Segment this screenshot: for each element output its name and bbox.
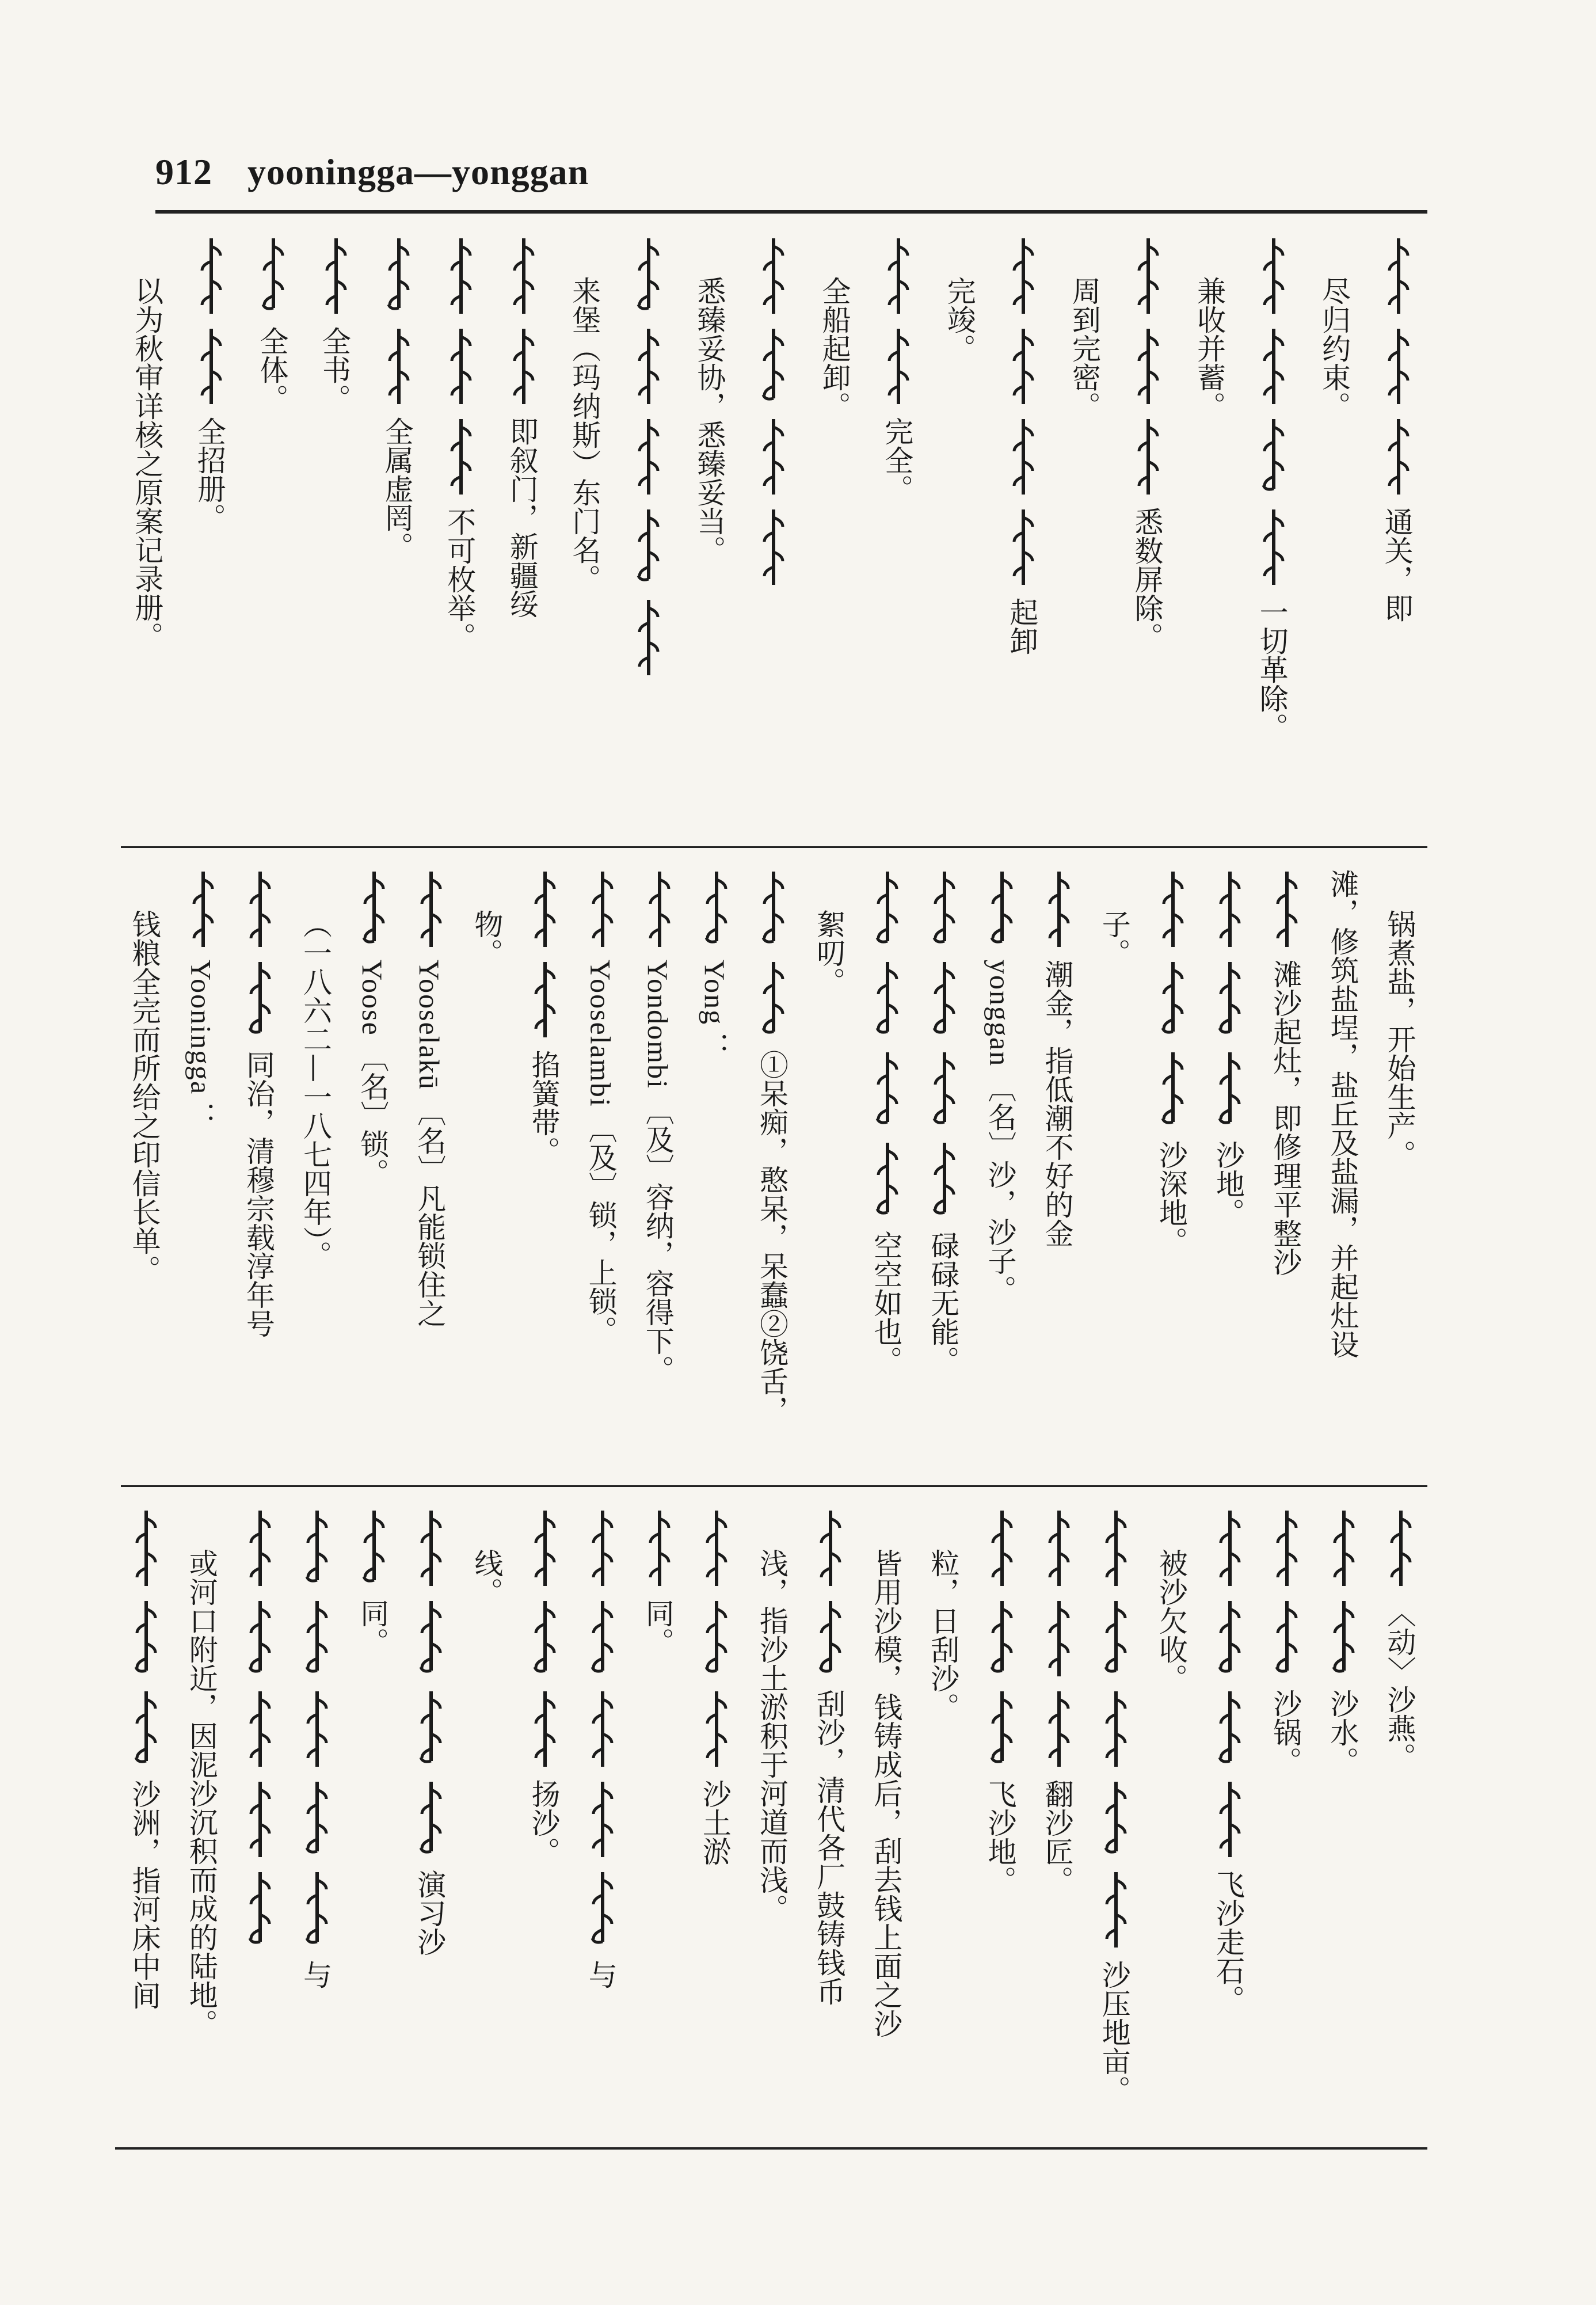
mongolian-word-glyph bbox=[1330, 1599, 1357, 1676]
entry-column bbox=[692, 236, 726, 564]
entry-column bbox=[869, 869, 903, 1375]
entry-column bbox=[1154, 1508, 1188, 1692]
entry-column bbox=[130, 236, 164, 651]
entry-column bbox=[1005, 236, 1039, 655]
mongolian-word-glyph bbox=[1010, 507, 1036, 585]
definition-text: 被沙欠收。 bbox=[1154, 1549, 1188, 1692]
entry-column bbox=[356, 869, 390, 1187]
definition-text: 尽归约束。 bbox=[1317, 276, 1351, 420]
entry-column bbox=[812, 869, 846, 996]
mongolian-word-glyph bbox=[1216, 869, 1243, 947]
romanized-headword: Yondombi bbox=[641, 960, 674, 1089]
mongolian-word-glyph bbox=[246, 960, 273, 1037]
entry-column bbox=[1325, 1508, 1359, 1775]
mongolian-word-glyph bbox=[1159, 960, 1186, 1037]
definition-text: 〔及〕锁，上锁。 bbox=[584, 1114, 618, 1345]
definition-text: 沙压地亩。 bbox=[1097, 1960, 1131, 2104]
entry-column bbox=[1214, 1508, 1243, 2014]
entry-column bbox=[241, 869, 275, 1338]
mongolian-word-glyph bbox=[760, 236, 786, 314]
entry-column bbox=[1130, 236, 1164, 651]
mongolian-word-glyph bbox=[1387, 1508, 1414, 1586]
entry-column bbox=[1255, 236, 1289, 741]
mongolian-word-glyph bbox=[874, 869, 900, 947]
page-number: 912 bbox=[155, 151, 212, 192]
mongolian-word-glyph bbox=[1216, 1508, 1243, 1586]
mongolian-word-glyph bbox=[1330, 1508, 1357, 1586]
mongolian-word-glyph bbox=[246, 1779, 273, 1857]
entry-column bbox=[527, 1508, 561, 1866]
mongolian-word-glyph bbox=[1385, 417, 1411, 495]
romanized-headword: yonggan bbox=[984, 960, 1016, 1067]
definition-text: 滩沙起灶，即修理平整沙 bbox=[1269, 960, 1302, 1276]
mongolian-word-glyph bbox=[760, 326, 786, 404]
mongolian-word-glyph bbox=[132, 1508, 159, 1586]
entry-column bbox=[567, 236, 601, 593]
entry-column bbox=[184, 1508, 218, 2038]
definition-text: 全书。 bbox=[318, 326, 351, 413]
definition-text: 线。 bbox=[470, 1549, 504, 1606]
mongolian-word-glyph bbox=[635, 326, 661, 404]
entry-column bbox=[527, 869, 561, 1165]
entry-column bbox=[1040, 1508, 1074, 1895]
mongolian-word-glyph bbox=[303, 1689, 330, 1767]
mongolian-word-glyph bbox=[885, 326, 911, 404]
definition-text: 起卸 bbox=[1005, 598, 1039, 655]
mongolian-word-glyph bbox=[1273, 869, 1300, 947]
entry-column bbox=[244, 1508, 273, 1960]
section-divider-2 bbox=[121, 1485, 1427, 1487]
mongolian-word-glyph bbox=[510, 326, 536, 404]
mongolian-word-glyph bbox=[246, 1870, 273, 1948]
mongolian-word-glyph bbox=[646, 869, 672, 947]
entry-column bbox=[298, 869, 332, 1269]
mongolian-word-glyph bbox=[635, 507, 661, 585]
mongolian-word-glyph bbox=[1134, 236, 1161, 314]
definition-text: ①呆痴，憨呆，呆蠢②饶舌， bbox=[755, 1050, 789, 1424]
mongolian-word-glyph bbox=[589, 869, 615, 947]
definition-text: 〔名〕凡能锁住之 bbox=[413, 1097, 447, 1328]
definition-text: 一切革除。 bbox=[1255, 598, 1289, 741]
definition-text: 掐簧带。 bbox=[527, 1050, 561, 1165]
definition-text: 沙土淤 bbox=[698, 1779, 732, 1866]
mongolian-word-glyph bbox=[760, 507, 786, 585]
definition-text: 翻沙匠。 bbox=[1040, 1779, 1074, 1895]
definition-text: 全招册。 bbox=[192, 417, 226, 532]
mongolian-word-glyph bbox=[1045, 869, 1072, 947]
entry-column bbox=[320, 236, 349, 413]
definition-text: 〔名〕沙，沙子。 bbox=[983, 1074, 1017, 1304]
mongolian-word-glyph bbox=[132, 1599, 159, 1676]
mongolian-word-glyph bbox=[646, 1508, 672, 1586]
entry-column bbox=[356, 1508, 390, 1656]
definition-text: 沙地。 bbox=[1212, 1140, 1245, 1227]
definition-text: 沙锅。 bbox=[1269, 1689, 1302, 1775]
mongolian-word-glyph bbox=[1385, 236, 1411, 314]
entry-column bbox=[1154, 869, 1188, 1256]
definition-text: （一八六二—一八七四年）。 bbox=[298, 910, 332, 1269]
mongolian-word-glyph bbox=[1134, 417, 1161, 495]
mongolian-word-glyph bbox=[589, 1599, 615, 1676]
mongolian-word-glyph bbox=[703, 1508, 729, 1586]
entry-column bbox=[983, 1508, 1017, 1895]
mongolian-word-glyph bbox=[1045, 1689, 1072, 1767]
mongolian-word-glyph bbox=[303, 1508, 330, 1586]
mongolian-word-glyph bbox=[260, 236, 286, 314]
entry-column bbox=[926, 1508, 960, 1721]
entry-column bbox=[413, 1508, 447, 1956]
mongolian-word-glyph bbox=[635, 417, 661, 495]
entry-column bbox=[470, 869, 504, 967]
section-top bbox=[115, 236, 1427, 835]
definition-text: 通关，即 bbox=[1380, 507, 1414, 622]
mongolian-word-glyph bbox=[1260, 507, 1286, 585]
definition-text: 飞沙地。 bbox=[983, 1779, 1017, 1895]
mongolian-word-glyph bbox=[589, 1779, 615, 1857]
definition-text: 以为秋审详核之原案记录册。 bbox=[130, 276, 164, 651]
mongolian-word-glyph bbox=[1102, 1779, 1129, 1857]
mongolian-word-glyph bbox=[322, 236, 349, 314]
definition-text: 同治，清穆宗载淳年号 bbox=[241, 1050, 275, 1338]
mongolian-word-glyph bbox=[1260, 417, 1286, 495]
mongolian-word-glyph bbox=[589, 1870, 615, 1948]
entry-column bbox=[1382, 1508, 1416, 1771]
definition-text: 完全。 bbox=[880, 417, 914, 503]
mongolian-word-glyph bbox=[1216, 1599, 1243, 1676]
mongolian-word-glyph bbox=[931, 1050, 957, 1128]
mongolian-word-glyph bbox=[703, 1689, 729, 1767]
definition-text: 沙深地。 bbox=[1154, 1140, 1188, 1256]
entry-column bbox=[1271, 1508, 1300, 1775]
definition-text: 碌碌无能。 bbox=[926, 1231, 960, 1375]
mongolian-word-glyph bbox=[1010, 236, 1036, 314]
entry-column bbox=[757, 236, 786, 598]
definition-text: 浅，指沙土淤积于河道而浅。 bbox=[755, 1549, 789, 1923]
entry-column bbox=[755, 1508, 789, 1923]
entry-column bbox=[413, 869, 447, 1328]
entry-column bbox=[698, 869, 732, 1062]
mongolian-word-glyph bbox=[1045, 1508, 1072, 1586]
entry-column bbox=[1214, 869, 1243, 1227]
mongolian-word-glyph bbox=[531, 960, 558, 1037]
entry-column bbox=[1097, 869, 1131, 967]
definition-text: 与 bbox=[584, 1960, 618, 1989]
romanized-headword: Yong bbox=[698, 960, 731, 1026]
mongolian-word-glyph bbox=[531, 1508, 558, 1586]
mongolian-word-glyph bbox=[360, 869, 387, 947]
mongolian-word-glyph bbox=[1102, 1870, 1129, 1948]
definition-text: ： bbox=[698, 1032, 732, 1062]
mongolian-word-glyph bbox=[447, 326, 474, 404]
definition-text: 完竣。 bbox=[942, 276, 976, 363]
mongolian-word-glyph bbox=[874, 1050, 900, 1128]
entry-column bbox=[1382, 869, 1416, 1169]
romanized-headword: Yooselambi bbox=[584, 960, 617, 1108]
entry-column bbox=[127, 869, 161, 1284]
entry-column bbox=[869, 1508, 903, 2038]
definition-text: 全船起卸。 bbox=[817, 276, 851, 420]
entry-column bbox=[298, 1508, 332, 1989]
mongolian-word-glyph bbox=[531, 1599, 558, 1676]
mongolian-word-glyph bbox=[1216, 960, 1243, 1037]
romanized-headword: Yoose bbox=[356, 960, 389, 1036]
definition-text: 沙洲，指河床中间 bbox=[127, 1779, 161, 2010]
mongolian-word-glyph bbox=[885, 236, 911, 314]
mongolian-word-glyph bbox=[447, 417, 474, 495]
entry-column bbox=[1195, 236, 1224, 420]
entry-column bbox=[470, 1508, 504, 1606]
mongolian-word-glyph bbox=[417, 1508, 444, 1586]
definition-text: 全属虚罔。 bbox=[380, 417, 414, 561]
mongolian-word-glyph bbox=[760, 960, 786, 1037]
entry-column bbox=[698, 1508, 732, 1866]
definition-text: 或河口附近，因泥沙沉积而成的陆地。 bbox=[184, 1549, 218, 2038]
entry-column bbox=[443, 236, 477, 651]
entry-column bbox=[942, 236, 976, 363]
entry-column bbox=[633, 236, 661, 688]
section-divider-1 bbox=[121, 846, 1427, 848]
definition-text: 周到完密。 bbox=[1067, 276, 1101, 420]
mongolian-word-glyph bbox=[197, 236, 224, 314]
mongolian-word-glyph bbox=[1010, 326, 1036, 404]
entry-column bbox=[755, 869, 789, 1424]
mongolian-word-glyph bbox=[303, 1599, 330, 1676]
entry-column bbox=[1380, 236, 1414, 622]
header-rule bbox=[155, 210, 1427, 214]
mongolian-word-glyph bbox=[531, 869, 558, 947]
entry-column bbox=[255, 236, 289, 413]
mongolian-word-glyph bbox=[246, 869, 273, 947]
mongolian-word-glyph bbox=[1010, 417, 1036, 495]
mongolian-word-glyph bbox=[874, 960, 900, 1037]
mongolian-word-glyph bbox=[931, 869, 957, 947]
mongolian-word-glyph bbox=[417, 1689, 444, 1767]
mongolian-word-glyph bbox=[817, 1599, 843, 1676]
mongolian-word-glyph bbox=[189, 869, 216, 947]
definition-text: 与 bbox=[298, 1960, 332, 1989]
entry-column bbox=[1097, 1508, 1131, 2104]
definition-text: 兼收并蓄。 bbox=[1193, 276, 1226, 420]
mongolian-word-glyph bbox=[1159, 1050, 1186, 1128]
entry-column bbox=[505, 236, 539, 618]
mongolian-word-glyph bbox=[1134, 326, 1161, 404]
romanized-headword: Yooningga bbox=[185, 960, 218, 1096]
mongolian-word-glyph bbox=[385, 326, 412, 404]
mongolian-word-glyph bbox=[635, 598, 661, 675]
entry-column bbox=[817, 236, 851, 420]
page-header bbox=[155, 151, 589, 193]
mongolian-word-glyph bbox=[1216, 1050, 1243, 1128]
entry-column bbox=[192, 236, 226, 532]
mongolian-word-glyph bbox=[1216, 1689, 1243, 1767]
mongolian-word-glyph bbox=[303, 1870, 330, 1948]
mongolian-word-glyph bbox=[246, 1599, 273, 1676]
definition-text: 〈动〉沙燕。 bbox=[1382, 1599, 1416, 1771]
entry-column bbox=[1317, 236, 1351, 420]
definition-text: 滩，修筑盐埕，盐丘及盐漏，并起灶设 bbox=[1325, 869, 1359, 1359]
mongolian-word-glyph bbox=[1045, 1599, 1072, 1676]
entry-column bbox=[1271, 869, 1300, 1276]
definition-text: 扬沙。 bbox=[527, 1779, 561, 1866]
definition-text: 沙水。 bbox=[1325, 1689, 1359, 1775]
entry-column bbox=[983, 869, 1017, 1304]
mongolian-word-glyph bbox=[817, 1508, 843, 1586]
definition-text: 即叙门，新疆绥 bbox=[505, 417, 539, 618]
entry-column bbox=[812, 1508, 846, 2006]
mongolian-word-glyph bbox=[703, 1599, 729, 1676]
definition-text: 物。 bbox=[470, 910, 504, 967]
mongolian-word-glyph bbox=[1385, 326, 1411, 404]
definition-text: 空空如也。 bbox=[869, 1231, 903, 1375]
definition-text: 刮沙，清代各厂鼓铸钱币 bbox=[812, 1689, 846, 2006]
mongolian-word-glyph bbox=[635, 236, 661, 314]
mongolian-word-glyph bbox=[589, 1508, 615, 1586]
mongolian-word-glyph bbox=[1260, 236, 1286, 314]
mongolian-word-glyph bbox=[1102, 1689, 1129, 1767]
entry-column bbox=[1325, 869, 1359, 1359]
mongolian-word-glyph bbox=[1273, 1599, 1300, 1676]
mongolian-word-glyph bbox=[1216, 1779, 1243, 1857]
mongolian-word-glyph bbox=[760, 417, 786, 495]
definition-text: 钱粮全完而所给之印信长单。 bbox=[127, 910, 161, 1284]
definition-text: 皆用沙模，钱铸成后，刮去钱上面之沙 bbox=[869, 1549, 903, 2038]
section-bottom bbox=[115, 1508, 1427, 2136]
mongolian-word-glyph bbox=[874, 1140, 900, 1218]
entry-column bbox=[641, 1508, 675, 1656]
definition-text: 同。 bbox=[641, 1599, 675, 1656]
mongolian-word-glyph bbox=[197, 326, 224, 404]
definition-text: ： bbox=[184, 1102, 218, 1131]
entry-column bbox=[880, 236, 914, 503]
definition-text: 悉数屏除。 bbox=[1130, 507, 1164, 651]
mongolian-word-glyph bbox=[132, 1689, 159, 1767]
entry-range: yooningga—yonggan bbox=[247, 151, 589, 192]
entry-column bbox=[584, 869, 618, 1345]
mongolian-word-glyph bbox=[1260, 326, 1286, 404]
mongolian-word-glyph bbox=[988, 1689, 1015, 1767]
mongolian-word-glyph bbox=[360, 1508, 387, 1586]
mongolian-word-glyph bbox=[988, 1508, 1015, 1586]
definition-text: 潮金，指低潮不好的金 bbox=[1040, 960, 1074, 1247]
romanized-headword: Yooselakū bbox=[413, 960, 446, 1090]
definition-text: 不可枚举。 bbox=[443, 507, 477, 651]
entry-column bbox=[380, 236, 414, 561]
definition-text: 〔名〕锁。 bbox=[356, 1043, 390, 1187]
mongolian-word-glyph bbox=[1102, 1508, 1129, 1586]
definition-text: 子。 bbox=[1097, 910, 1131, 967]
entry-column bbox=[641, 869, 675, 1384]
definition-text: 演习沙 bbox=[413, 1870, 447, 1956]
definition-text: 锅煮盐，开始生产。 bbox=[1382, 910, 1416, 1169]
entry-column bbox=[1040, 869, 1074, 1247]
mongolian-word-glyph bbox=[417, 869, 444, 947]
mongolian-word-glyph bbox=[246, 1508, 273, 1586]
definition-text: 来堡（玛纳斯）东门名。 bbox=[567, 276, 601, 593]
mongolian-word-glyph bbox=[303, 1779, 330, 1857]
mongolian-word-glyph bbox=[385, 236, 412, 314]
definition-text: 同。 bbox=[356, 1599, 390, 1656]
entry-column bbox=[184, 869, 218, 1131]
entry-column bbox=[926, 869, 960, 1375]
mongolian-word-glyph bbox=[931, 960, 957, 1037]
mongolian-word-glyph bbox=[988, 1599, 1015, 1676]
mongolian-word-glyph bbox=[589, 1689, 615, 1767]
mongolian-word-glyph bbox=[417, 1779, 444, 1857]
mongolian-word-glyph bbox=[1102, 1599, 1129, 1676]
mongolian-word-glyph bbox=[417, 1599, 444, 1676]
definition-text: 全体。 bbox=[255, 326, 289, 413]
mongolian-word-glyph bbox=[510, 236, 536, 314]
section-middle bbox=[115, 869, 1427, 1474]
entry-column bbox=[127, 1508, 161, 2010]
mongolian-word-glyph bbox=[1273, 1508, 1300, 1586]
definition-text: 絮叨。 bbox=[812, 910, 846, 996]
mongolian-word-glyph bbox=[447, 236, 474, 314]
mongolian-word-glyph bbox=[531, 1689, 558, 1767]
mongolian-word-glyph bbox=[703, 869, 729, 947]
definition-text: 悉臻妥协，悉臻妥当。 bbox=[692, 276, 726, 564]
mongolian-word-glyph bbox=[760, 869, 786, 947]
definition-text: 飞沙走石。 bbox=[1212, 1870, 1245, 2014]
mongolian-word-glyph bbox=[1159, 869, 1186, 947]
entry-column bbox=[1067, 236, 1101, 420]
mongolian-word-glyph bbox=[931, 1140, 957, 1218]
mongolian-word-glyph bbox=[246, 1689, 273, 1767]
bottom-rule bbox=[115, 2147, 1427, 2150]
entry-column bbox=[584, 1508, 618, 1989]
mongolian-word-glyph bbox=[988, 869, 1015, 947]
definition-text: 粒，日刮沙。 bbox=[926, 1549, 960, 1721]
definition-text: 〔及〕容纳，容得下。 bbox=[641, 1096, 675, 1384]
